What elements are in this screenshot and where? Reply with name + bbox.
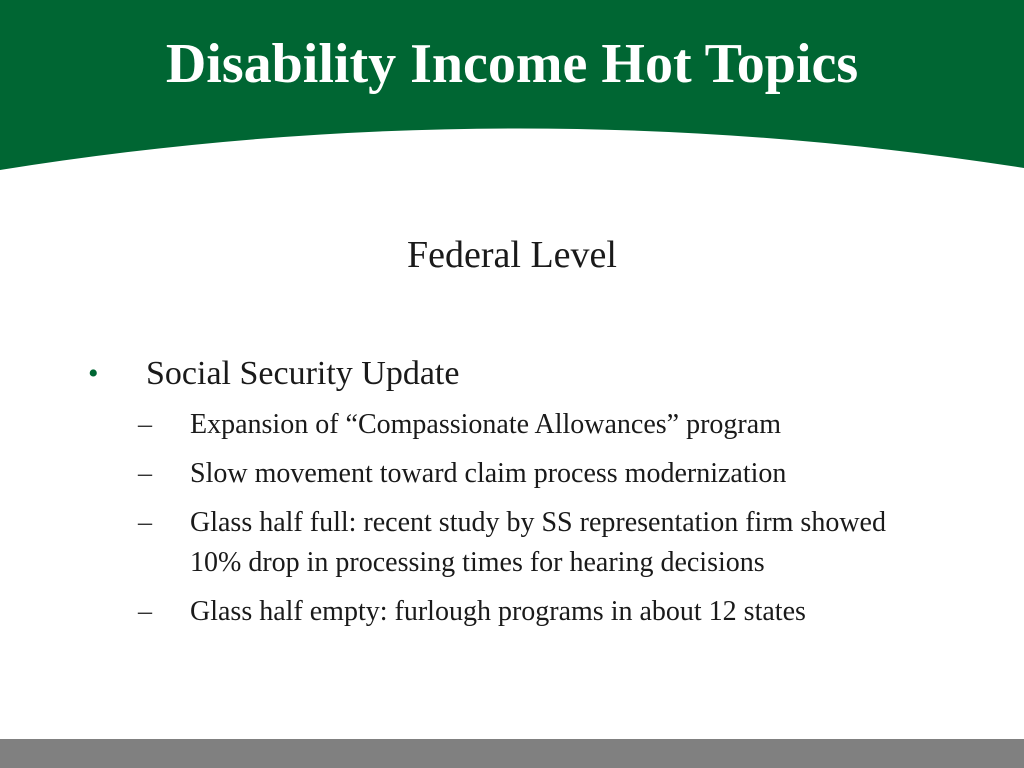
sub-bullet-item xyxy=(138,405,938,445)
sub-bullet-text: Slow movement toward claim process modernization xyxy=(190,458,787,489)
dash-icon: – xyxy=(138,458,152,489)
sub-bullet-text: Glass half full: recent study by SS representation firm showed 10% drop in processing times for hearing decisions xyxy=(190,507,886,578)
sub-bullet-item xyxy=(138,503,938,583)
sub-bullet-item xyxy=(138,592,938,632)
dash-icon: – xyxy=(138,507,152,538)
sub-bullet-list xyxy=(138,405,938,641)
slide-subtitle: Federal Level xyxy=(407,234,617,276)
slide-title: Disability Income Hot Topics xyxy=(165,33,859,95)
footer-bar xyxy=(0,739,1024,768)
bullet-text: Social Security Update xyxy=(146,355,460,392)
sub-bullet-text: Glass half empty: furlough programs in about 12 states xyxy=(190,596,806,627)
dash-icon: – xyxy=(138,596,152,627)
bullet-dot-icon: • xyxy=(88,357,99,390)
sub-bullet-item xyxy=(138,454,938,494)
dash-icon: – xyxy=(138,409,152,440)
sub-bullet-text: Expansion of “Compassionate Allowances” program xyxy=(190,409,781,440)
